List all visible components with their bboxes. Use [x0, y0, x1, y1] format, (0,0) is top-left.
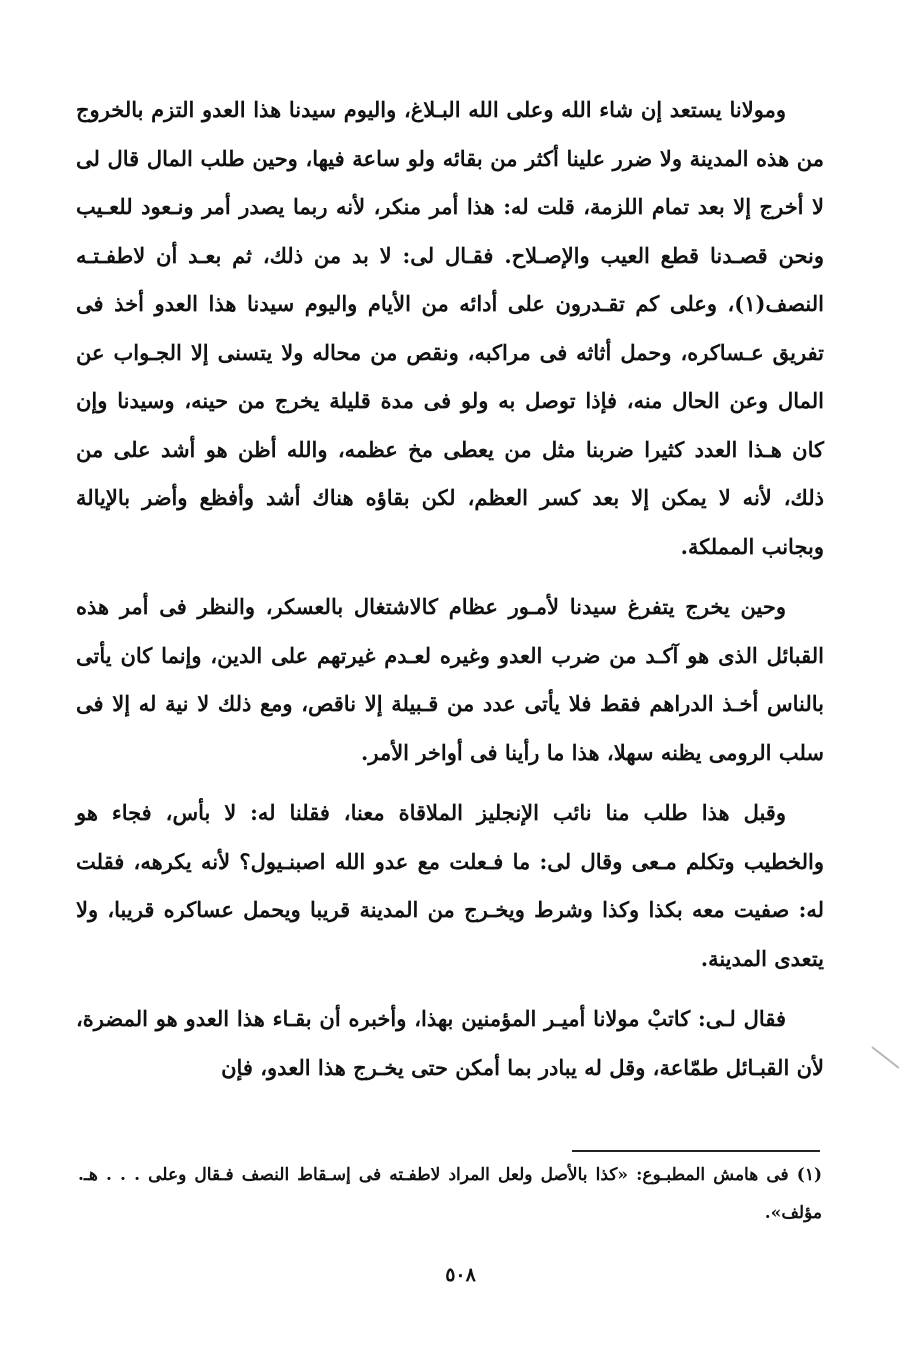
- paragraph-3: وقبل هذا طلب منا نائب الإنجليز الملاقاة معنا، فقلنا له: لا بأس، فجاء هو والخطيب وتكلم مـعى وقال لى: ما فـعلت مع عدو الله اصبنـيول؟ لأنه يكرهه، فقلت له: صفيت معه بكذا وكذا وشرط ويخـرج من المدينة قريبا ويحمل عساكره قريبا، ولا يتعدى المدينة.: [76, 800, 824, 971]
- main-text: [76, 86, 824, 1092]
- page-number: ٥٠٨: [445, 1264, 476, 1286]
- paragraph-4: فقال لـى: كاتبْ مولانا أميـر المؤمنين بهذا، وأخبره أن بقـاء هذا العدو هو المضرة، لأن القبـائل طمّاعة، وقل له يبادر بما أمكن حتى يخـرج هذا العدو، فإن: [76, 1006, 824, 1080]
- footnote-divider: [572, 1150, 820, 1152]
- paragraph-1: ومولانا يستعد إن شاء الله وعلى الله البـلاغ، واليوم سيدنا هذا العدو التزم بالخروج من هذه المدينة ولا ضرر علينا أكثر من بقائه ولو ساعة فيها، وحين طلب المال قال لى لا أخرج إلا بعد تمام اللزمة، قلت له: هذا أمر منكر، لأنه ربما يصدر أمر ونـعود للعـيب ونحن قصـدنا قطع العيب والإصـلاح. فقـال لى: لا بد من ذلك، ثم بعـد أن لاطفـتـه النصف(١)، وعلى كم تقـدرون على أدائه من الأيام واليوم سيدنا هذا العدو أخذ فى تفريق عـساكره، وحمل أثاثه فى مراكبه، ونقص من محاله ولا يتسنى إلا الجـواب عن المال وعن الحال منه، فإذا توصل به ولو فى مدة قليلة يخرج من حينه، وسيدنا وإن كان هـذا العدد كثيرا ضربنا مثل من يعطى مخ عظمه، والله أظن هو أشد على من ذلك، لأنه لا يمكن إلا بعد كسر العظم، لكن بقاؤه هناك أشد وأفظع وأضر بالإيالة وبجانب المملكة.: [76, 97, 825, 559]
- footnote: (١) فى هامش المطبـوع: «كذا بالأصل ولعل المراد لاطفـته فى إسـقاط النصف فـقال وعلى . . . هـ. مؤلف».: [78, 1165, 822, 1223]
- paragraph-2: وحين يخرج يتفرغ سيدنا لأمـور عظام كالاشتغال بالعسكر، والنظر فى أمر هذه القبائل الذى هو آكـد من ضرب العدو وغيره لعـدم غيرتهم على الدين، وإنما كان يأتى بالناس أخـذ الدراهم فقط فلا يأتى عدد من قـبيلة إلا ناقص، ومع ذلك لا نية له إلا فى سلب الرومى يظنه سهلا، هذا ما رأينا فى أواخر الأمر.: [76, 594, 824, 765]
- scan-edge-mark: [871, 1046, 899, 1069]
